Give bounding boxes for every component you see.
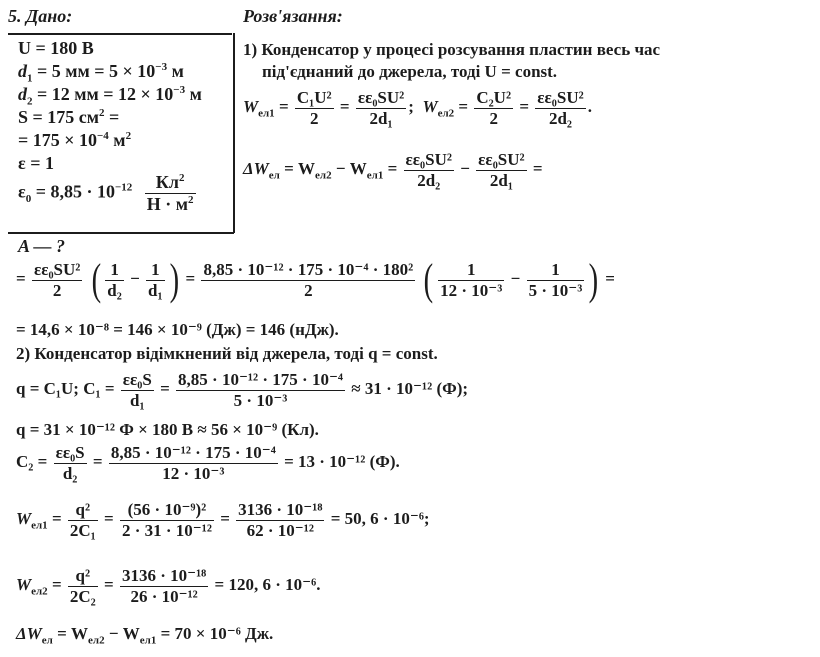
c2-formula: C₂ = $\frac{\text{εε₀S}}{\text{d₂}}$ = $\frac{\text{8,85 · 10⁻¹² · 175 · 10⁻⁴}}{\text{12 · 10⁻³}}$ = 13 · 10⁻¹² (Ф). bbox=[16, 443, 400, 483]
result-part1: = 14,6 × 10⁻⁸ = 146 × 10⁻⁹ (Дж) = 146 (нДж). bbox=[16, 320, 339, 339]
given-bottom-rule bbox=[8, 232, 234, 234]
given-vertical-rule bbox=[233, 33, 235, 233]
part2-text: 2) Конденсатор відімкнений від джерела, тоді q = const. bbox=[16, 344, 438, 363]
given-S-si: = $175 \times 10^{-4}$ $м^2$ bbox=[18, 130, 132, 150]
we1-formula: $W_{ел1}$ = $\frac{\text{q²}}{\text{2C₁}}$ = $\frac{\text{(56 · 10⁻⁹)²}}{\text{2 · 31 · 10⁻¹²}}$ = $\frac{\text{3136 · 10⁻¹⁸}}{\text{62 · 10⁻¹²}}$ = 50, 6 · 10⁻⁶; bbox=[16, 500, 430, 540]
energy-formulas: $W_{ел1}$ = $\frac{\text{C₁U²}}{2}$ = $\frac{\text{εε₀SU²}}{\text{2d₁}}$ ; $W_{ел2}$ = $\frac{\text{C₂U²}}{2}$ = $\frac{\text{εε₀SU²}}{\text{2d₂}}$ . bbox=[243, 88, 592, 128]
part1-text-2: під'єднаний до джерела, тоді U = const. bbox=[262, 62, 558, 81]
delta-w-numeric: = $\frac{\text{εε₀SU²}}{2}$ ( $\frac{1}{\text{d₂}}$ − $\frac{1}{\text{d₁}}$ ) = $\frac{\text{8,85 · 10⁻¹² · 175 · 10⁻⁴ · 180²}}{2}$ ( $\frac{1}{\text{12 · 10⁻³}}$ − $\frac{1}{\text{5 · 10⁻³}}$ ) = bbox=[16, 255, 615, 304]
given-find: A — ? bbox=[18, 236, 66, 256]
q-value: q = 31 × 10⁻¹² Ф × 180 В ≈ 56 × 10⁻⁹ (Кл). bbox=[16, 420, 319, 439]
c1-formula: q = C₁U; C₁ = $\frac{\text{εε₀S}}{\text{d₁}}$ = $\frac{\text{8,85 · 10⁻¹² · 175 · 10⁻⁴}}{\text{5 · 10⁻³}}$ ≈ 31 · 10⁻¹² (Ф); bbox=[16, 370, 469, 410]
problem-number: 5. bbox=[8, 6, 22, 26]
given-S: S = 175 $см^2$ = bbox=[18, 107, 120, 127]
given-title: Дано: bbox=[26, 6, 73, 26]
given-eps: ε = 1 bbox=[18, 153, 54, 173]
given-top-rule bbox=[8, 33, 232, 35]
delta-w-formula: $\Delta W_{ел} = W_{ел2} - W_{ел1}$ = $\frac{\text{εε₀SU²}}{\text{2d₂}}$ − $\frac{\text{εε₀SU²}}{\text{2d₁}}$ = bbox=[243, 150, 543, 190]
we2-formula: $W_{ел2}$ = $\frac{\text{q²}}{\text{2C₂}}$ = $\frac{\text{3136 · 10⁻¹⁸}}{\text{26 · 10⁻¹²}}$ = 120, 6 · 10⁻⁶. bbox=[16, 566, 321, 606]
final-answer: $\Delta W_{ел} = W_{ел2} - W_{ел1} = 70 \times 10^{-6}$ Дж. bbox=[16, 624, 274, 647]
problem-header bbox=[8, 6, 72, 27]
given-U: U = 180 В bbox=[18, 38, 94, 58]
solution-title: Розв'язання: bbox=[243, 6, 343, 26]
given-d2: $d_2 = 12$ мм = $12 \times 10^{-3}$ м bbox=[18, 84, 202, 108]
given-eps0: $\varepsilon_0 = 8,85 \cdot 10^{-12}$ $\frac{Кл^2}{Н \cdot м^2}$ bbox=[18, 172, 194, 214]
part1-text-1: 1) Конденсатор у процесі розсування пластин весь час bbox=[243, 40, 661, 59]
given-d1: $d_1 = 5$ мм = $5 \times 10^{-3}$ м bbox=[18, 61, 184, 85]
